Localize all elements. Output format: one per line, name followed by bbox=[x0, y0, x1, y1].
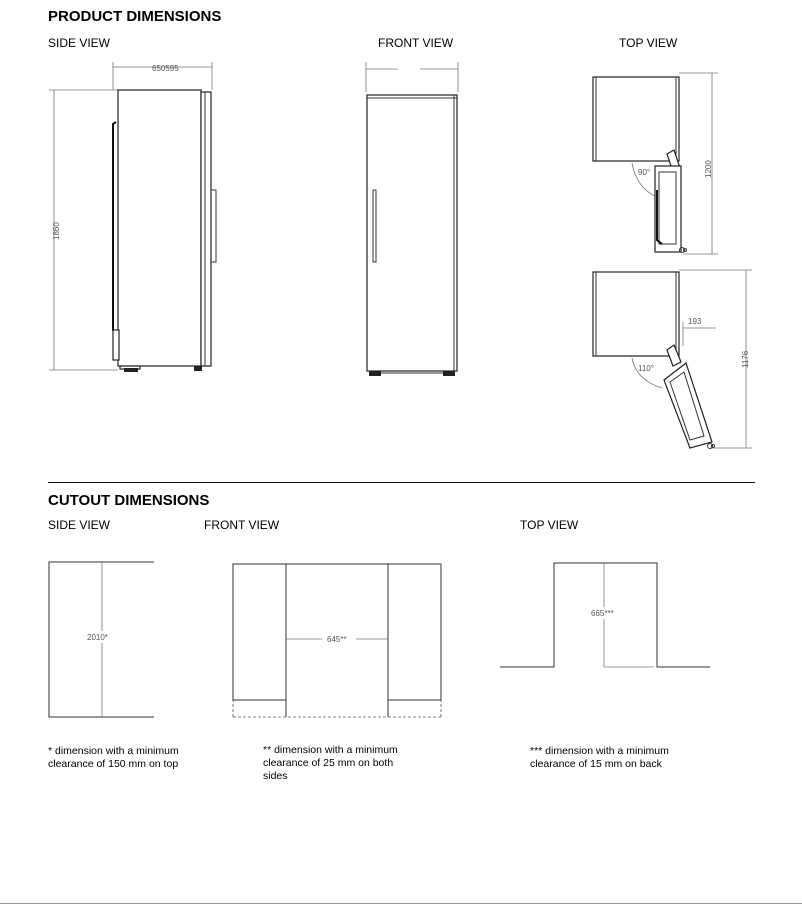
cutout-depth-value: 665*** bbox=[591, 609, 614, 618]
product-side-view-label: SIDE VIEW bbox=[48, 36, 111, 50]
top90-cabinet bbox=[593, 77, 679, 161]
product-front-view bbox=[366, 62, 458, 376]
top90-depth-value: 1200 bbox=[704, 160, 713, 178]
footnote-side-clearance: ** dimension with a minimum clearance of 25 mm on both sides bbox=[263, 744, 398, 782]
product-dimensions-title: PRODUCT DIMENSIONS bbox=[48, 8, 222, 25]
footnote-back-clearance: *** dimension with a minimum clearance of 15 mm on back bbox=[530, 745, 669, 770]
cutout-height-value: 2010* bbox=[87, 633, 108, 642]
side-back-edge bbox=[113, 122, 116, 332]
cutout-front-view bbox=[233, 564, 441, 717]
product-side-view bbox=[49, 62, 216, 372]
product-top-view-110 bbox=[593, 270, 752, 449]
side-height-value: 1860 bbox=[52, 222, 61, 240]
product-top-view-label: TOP VIEW bbox=[619, 36, 678, 50]
side-depth-value: 650595 bbox=[152, 64, 179, 73]
side-door-profile bbox=[201, 92, 211, 366]
top110-angle-value: 110° bbox=[638, 364, 654, 373]
product-front-view-label: FRONT VIEW bbox=[378, 36, 454, 50]
top110-depth-value: 1176 bbox=[741, 350, 750, 368]
top110-clearance-value: 193 bbox=[688, 317, 702, 326]
cutout-side-view bbox=[49, 562, 154, 717]
cutout-top-view-label: TOP VIEW bbox=[520, 518, 579, 532]
cutout-side-view-label: SIDE VIEW bbox=[48, 518, 111, 532]
product-top-view-90 bbox=[593, 73, 718, 254]
top110-cabinet bbox=[593, 272, 679, 356]
side-cabinet-body bbox=[118, 90, 201, 366]
cutout-dimensions-title: CUTOUT DIMENSIONS bbox=[48, 492, 210, 509]
cutout-front-view-label: FRONT VIEW bbox=[204, 518, 280, 532]
cutout-right-cabinet bbox=[388, 564, 441, 700]
cutout-top-view bbox=[500, 563, 710, 667]
cutout-left-cabinet bbox=[233, 564, 286, 700]
footnote-top-clearance: * dimension with a minimum clearance of 150 mm on top bbox=[48, 745, 179, 770]
top90-angle-value: 90° bbox=[638, 168, 651, 177]
front-cabinet bbox=[367, 95, 457, 371]
cutout-width-value: 645** bbox=[327, 635, 347, 644]
side-handle bbox=[211, 190, 216, 262]
